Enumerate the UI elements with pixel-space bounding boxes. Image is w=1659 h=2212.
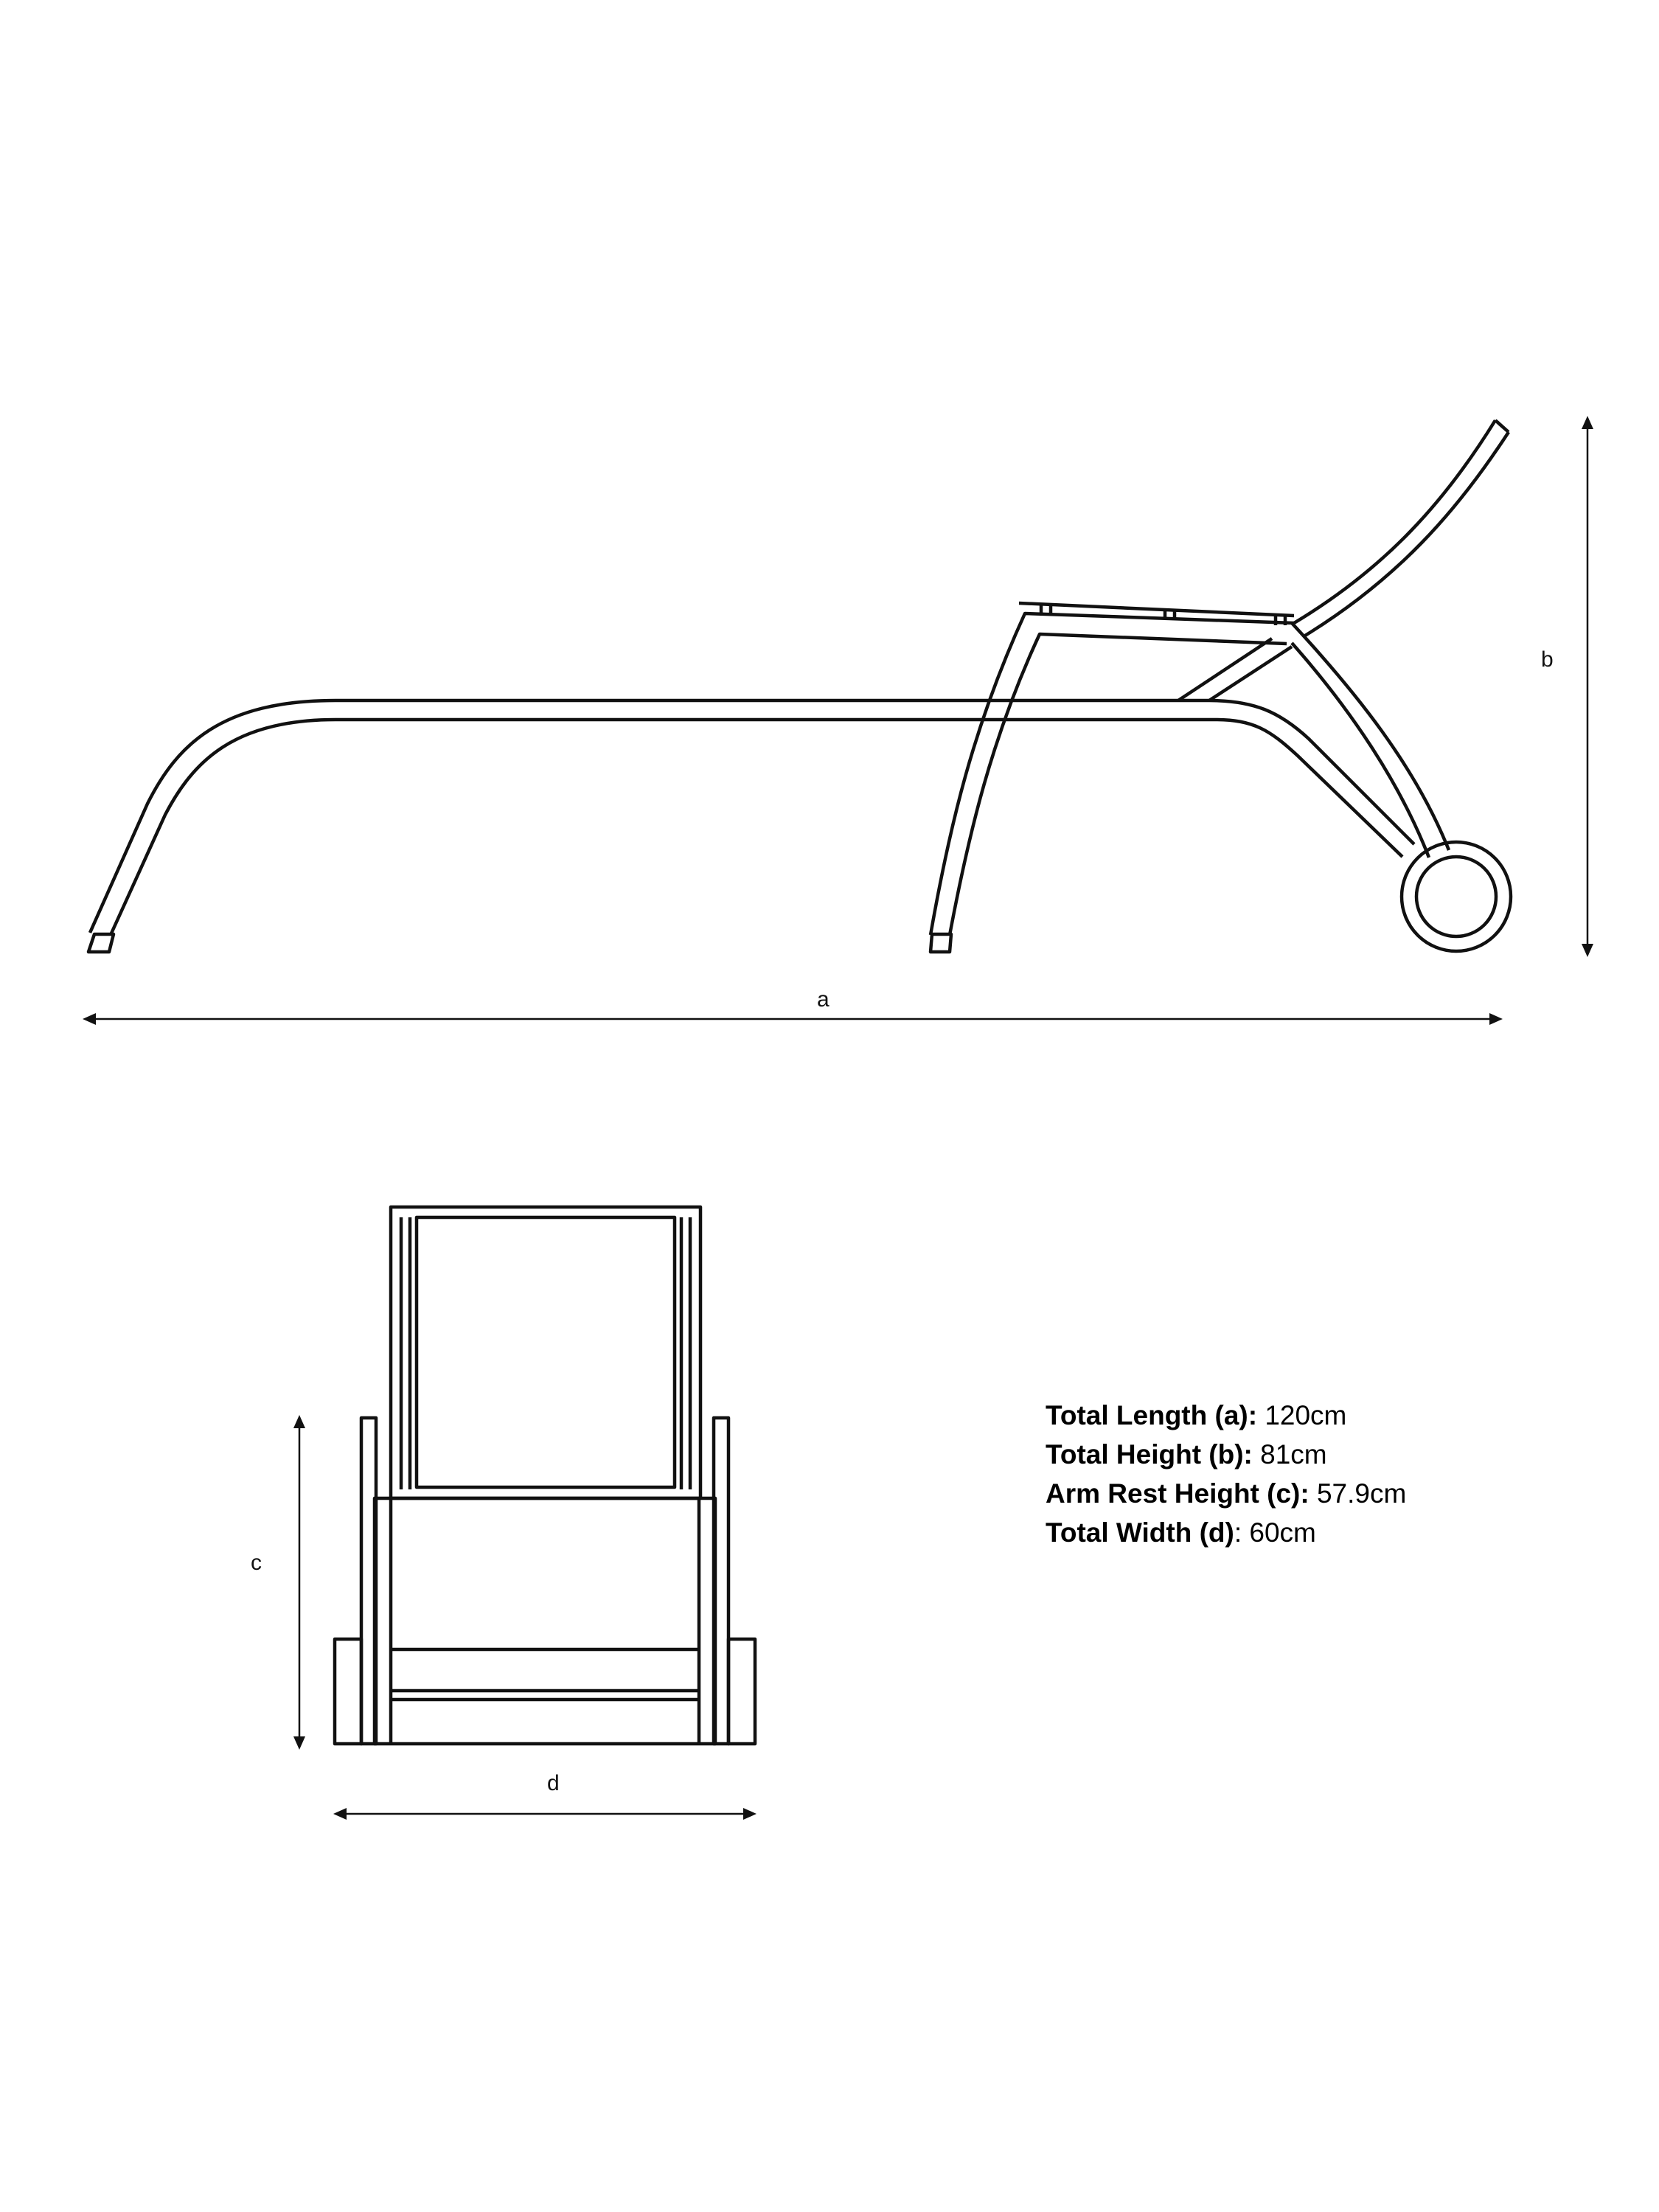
spec-total-length	[1046, 1396, 1406, 1435]
dimension-line-b	[1582, 416, 1593, 957]
wheel-arm-outer	[1292, 623, 1449, 850]
dimension-line-c	[293, 1415, 305, 1750]
front-backrest-outer	[391, 1207, 700, 1498]
dimension-line-d	[333, 1808, 757, 1820]
front-backrest-inner	[417, 1217, 675, 1487]
front-view	[335, 1207, 755, 1744]
spec-total-width	[1046, 1513, 1406, 1552]
side-wheel-inner	[1416, 857, 1496, 936]
spec-total-length-label: Total Length (a):	[1046, 1400, 1258, 1430]
front-wheel-left	[335, 1639, 361, 1744]
rear-leg-inner	[950, 634, 1287, 935]
backrest-outer	[1294, 420, 1495, 623]
dimension-label-d: d	[547, 1771, 560, 1795]
spec-total-width-value: : 60cm	[1234, 1517, 1316, 1548]
spec-total-height	[1046, 1435, 1406, 1474]
dimension-specs-list	[1046, 1396, 1406, 1552]
spec-total-height-value: 81cm	[1252, 1439, 1327, 1470]
dimension-label-a: a	[817, 987, 830, 1012]
side-frame-inner	[111, 720, 1215, 935]
backrest-top-cap	[1495, 420, 1509, 432]
side-view	[88, 420, 1511, 952]
spec-arm-rest-height	[1046, 1474, 1406, 1513]
spec-arm-rest-height-value: 57.9cm	[1309, 1478, 1407, 1509]
dimension-label-c: c	[251, 1551, 262, 1575]
front-foot-cap	[88, 934, 114, 952]
front-wheel-right	[728, 1639, 755, 1744]
wheel-arm-inner	[1292, 643, 1429, 858]
spec-arm-rest-height-label: Arm Rest Height (c):	[1046, 1478, 1310, 1509]
dimension-line-a	[83, 1013, 1503, 1025]
rear-foot-cap	[931, 934, 951, 952]
side-frame-outer	[90, 700, 1209, 933]
spec-total-height-label: Total Height (b):	[1046, 1439, 1253, 1470]
front-seat-body	[375, 1498, 715, 1744]
dimension-label-b: b	[1541, 647, 1554, 672]
spec-total-width-label: Total Width (d)	[1046, 1517, 1234, 1548]
spec-total-length-value: 120cm	[1257, 1400, 1347, 1430]
